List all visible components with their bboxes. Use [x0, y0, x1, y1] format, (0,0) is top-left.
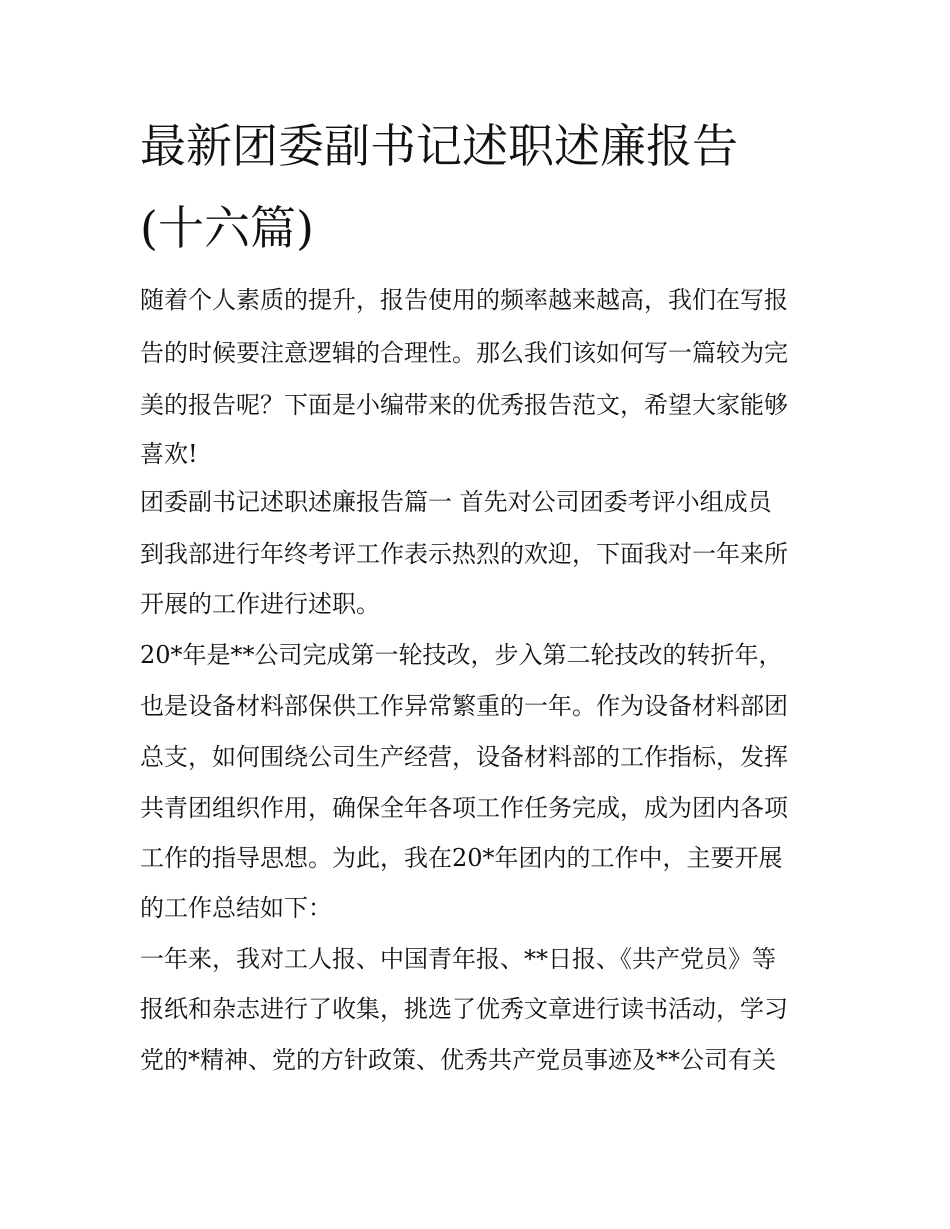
body-line-16: 党的*精神、党的方针政策、优秀共产党员事迹及**公司有关 — [140, 1046, 776, 1074]
body-line-13: 的工作总结如下： — [140, 894, 332, 922]
title-line-2: (十六篇) — [140, 201, 314, 255]
body-line-6: 到我部进行年终考评工作表示热烈的欢迎，下面我对一年来所 — [140, 540, 788, 568]
body-line-11: 共青团组织作用，确保全年各项工作任务完成，成为团内各项 — [140, 794, 788, 822]
body-line-15: 报纸和杂志进行了收集，挑选了优秀文章进行读书活动，学习 — [140, 995, 788, 1023]
body-line-14: 一年来，我对工人报、中国青年报、**日报、《共产党员》等 — [140, 945, 776, 973]
body-line-5: 团委副书记述职述廉报告篇一 首先对公司团委考评小组成员 — [140, 488, 772, 516]
body-line-2: 告的时候要注意逻辑的合理性。那么我们该如何写一篇较为完 — [140, 339, 788, 367]
title-line-1: 最新团委副书记述职述廉报告 — [140, 119, 738, 173]
body-line-1: 随着个人素质的提升，报告使用的频率越来越高，我们在写报 — [140, 286, 788, 314]
body-line-12: 工作的指导思想。为此，我在20*年团内的工作中，主要开展 — [140, 844, 783, 872]
body-line-9: 也是设备材料部保供工作异常繁重的一年。作为设备材料部团 — [140, 692, 788, 720]
body-line-7: 开展的工作进行述职。 — [140, 590, 380, 618]
body-line-10: 总支，如何围绕公司生产经营，设备材料部的工作指标，发挥 — [140, 743, 788, 771]
body-line-8: 20*年是**公司完成第一轮技改，步入第二轮技改的转折年， — [140, 641, 783, 669]
body-line-4: 喜欢! — [140, 440, 198, 468]
body-line-3: 美的报告呢？下面是小编带来的优秀报告范文，希望大家能够 — [140, 391, 788, 419]
